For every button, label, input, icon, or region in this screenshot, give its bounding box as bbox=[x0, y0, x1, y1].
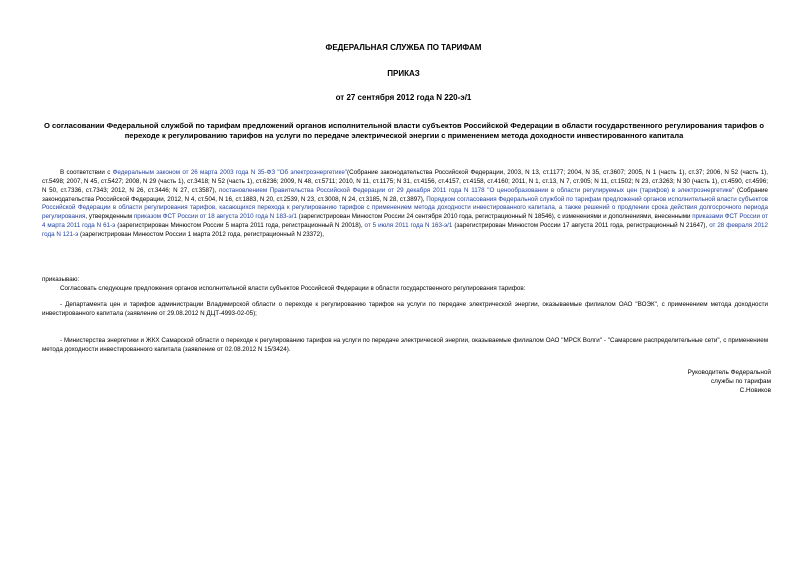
preamble-paragraph bbox=[42, 169, 768, 240]
doc-date: от 27 сентября 2012 года N 220-э/1 bbox=[335, 93, 472, 102]
list-item: - Департамента цен и тарифов администрации Владимирской области о переходе к регулированию тарифов на услуги по передаче электрической энергии, оказываемые филиалом ОАО "ВОЭК", с применением метода доходности инвестированного капитала (заявление от 29.08.2012 N ДЦТ-4993-02-05); bbox=[42, 301, 768, 317]
order-word: приказываю: bbox=[42, 276, 80, 283]
link-order-163[interactable]: от 5 июля 2011 года N 163-э/1 bbox=[364, 222, 453, 230]
preamble-text-7: (зарегистрирован Минюстом России 17 августа 2011 года, регистрационный N 21647), bbox=[452, 222, 710, 230]
signature-line-2: службы по тарифам bbox=[710, 378, 771, 385]
link-approval-procedure[interactable]: Порядком согласования Федеральной службой по тарифам предложений органов исполнительной власти субъектов Российской Федерации в области регулирования тарифов, касающихся перехода к регулированию тарифов с применением метода доходности инвестированного капитала, а также решений о продлении срока действия долгосрочного периода регулирования bbox=[42, 195, 768, 221]
signature-name: С.Новиков bbox=[739, 387, 771, 394]
signature-line-1: Руководитель Федеральной bbox=[687, 369, 771, 376]
preamble-text-6: (зарегистрирован Минюстом России 5 марта 2011 года, регистрационный N 20018), bbox=[115, 222, 365, 230]
link-order-121[interactable]: от 28 февраля 2012 года N 121-э bbox=[42, 222, 768, 238]
item-block-2 bbox=[42, 337, 768, 355]
preamble-text-5: (зарегистрирован Минюстом России 24 сентября 2010 года, регистрационный N 18546), с изменениями и дополнениями, внесенными bbox=[296, 213, 693, 221]
preamble-text-2: (Собрание законодательства Российской Федерации, 2003, N 13, ст.1177; 2004, N 35, ст.3607; 2005, N 1 (часть 1), ст.37; 2006, N 52 (часть 1), ст.5498; 2007, N 45, ст.5427; 2008, N 29 (часть 1), ст.3418; N 52 (часть 1), ст.6236; 2009, N 48, ст.5711; 2010, N 11, ст.1175; N 31, ст.4156, ст.4157, ст.4158, ст.4160; 2011, N 1, ст.13, N 7, ст.905; N 11, ст.1502; N 23, ст.3263; N 30 (часть 1), ст.4590, ст.4596; N 50, ст.7336, ст.7343; 2012, N 26, ст.3446; N 27, ст.3587), bbox=[42, 169, 769, 194]
doc-type: ПРИКАЗ bbox=[387, 69, 420, 78]
link-order-183[interactable]: приказом ФСТ России от 18 августа 2010 года N 183-э/1 bbox=[133, 213, 297, 221]
preamble-text-8: (зарегистрирован Минюстом России 1 марта 2012 года, регистрационный N 23372), bbox=[78, 230, 324, 238]
item-block-1 bbox=[42, 301, 768, 319]
main-text: Согласовать следующие предложения органов исполнительной власти субъектов Российской Федерации в области государственного регулирования тарифов: bbox=[60, 285, 526, 292]
main-text-block bbox=[42, 285, 768, 294]
link-federal-law-35fz[interactable]: Федеральным законом от 26 марта 2003 года N 35-ФЗ "Об электроэнергетике" bbox=[112, 169, 348, 176]
list-item: - Министерства энергетики и ЖКХ Самарской области о переходе к регулированию тарифов на услуги по передаче электрической энергии, оказываемые филиалом ОАО "МРСК Волги" - "Самарские распределительные сети", с применением метода доходности инвестированного капитала (заявление от 02.08.2012 N 15/3424). bbox=[42, 337, 768, 353]
preamble-text-3: (Собрание законодательства Российской Федерации, 2012, N 4, ст.504, N 16, ст.1883, N 20, ст.2539, N 23, ст.3008, N 24, ст.3185, N 28, ст.3897), bbox=[42, 186, 768, 203]
doc-subject: О согласовании Федеральной службой по тарифам предложений органов исполнительной власти субъектов Российской Федерации в области государственного регулирования тарифов о переходе к регулированию тарифов на услуги по передаче электрической энергии с применением метода доходности инвестированного капитала bbox=[44, 121, 764, 141]
link-order-61[interactable]: приказами ФСТ России от 4 марта 2011 года N 61-э bbox=[42, 213, 768, 230]
agency-title: ФЕДЕРАЛЬНАЯ СЛУЖБА ПО ТАРИФАМ bbox=[325, 43, 482, 52]
preamble-text bbox=[42, 169, 768, 240]
signature-block bbox=[631, 368, 771, 395]
link-decree-1178[interactable]: постановлением Правительства Российской Федерации от 29 декабря 2011 года N 1178 "О ценообразовании в области регулируемых цен (тарифов) в электроэнергетике" bbox=[218, 186, 735, 194]
preamble-text-1: В соответствии с bbox=[60, 169, 113, 176]
preamble-text-4: , утвержденным bbox=[85, 213, 134, 221]
